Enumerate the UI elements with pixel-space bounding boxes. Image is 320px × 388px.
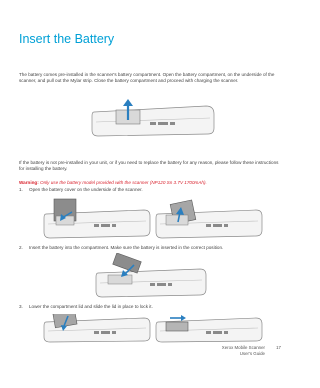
- step-number: 3.: [19, 304, 23, 309]
- close-lid-illustration-right: [154, 314, 264, 344]
- step-2: [19, 245, 281, 251]
- close-lid-illustration-left: [42, 314, 152, 344]
- footer-product: Xerox Mobile Scanner: [221, 345, 265, 350]
- warning-text: Only use the battery model provided with the scanner (NP120 Sn 3.7V 1700mAh).: [40, 180, 207, 185]
- open-cover-illustration-left: [42, 198, 152, 240]
- warning-label: Warning:: [19, 180, 39, 185]
- step-text: Open the battery cover on the underside of the scanner.: [29, 187, 143, 192]
- scanner-battery-illustration: [90, 98, 216, 138]
- step-3: [19, 304, 281, 310]
- step-text: Lower the compartment lid and slide the lid in place to lock it.: [29, 304, 153, 309]
- insert-battery-illustration: [94, 253, 208, 299]
- footer-guide: User's Guide: [239, 351, 265, 356]
- page-title: Insert the Battery: [19, 32, 115, 46]
- open-cover-illustration-right: [154, 198, 264, 240]
- page-number: 17: [276, 345, 281, 350]
- intro-paragraph: The battery comes pre-installed in the scanner's battery compartment. Open the battery compartment, on the underside of the scanner, and pull out the Mylar strip. Close the battery compartment and proceed with charging the scanner.: [19, 72, 275, 84]
- warning-paragraph: [19, 180, 281, 186]
- arrow-right-icon: [170, 315, 186, 321]
- note-paragraph: If the battery is not pre-installed in your unit, or if you need to replace the battery for any reason, please follow these instructions for installing the battery.: [19, 160, 279, 172]
- step-number: 2.: [19, 245, 23, 250]
- step-1: [19, 187, 281, 193]
- step-text: Insert the battery into the compartment. Make sure the battery is inserted in the correct position.: [29, 245, 224, 250]
- step-number: 1.: [19, 187, 23, 192]
